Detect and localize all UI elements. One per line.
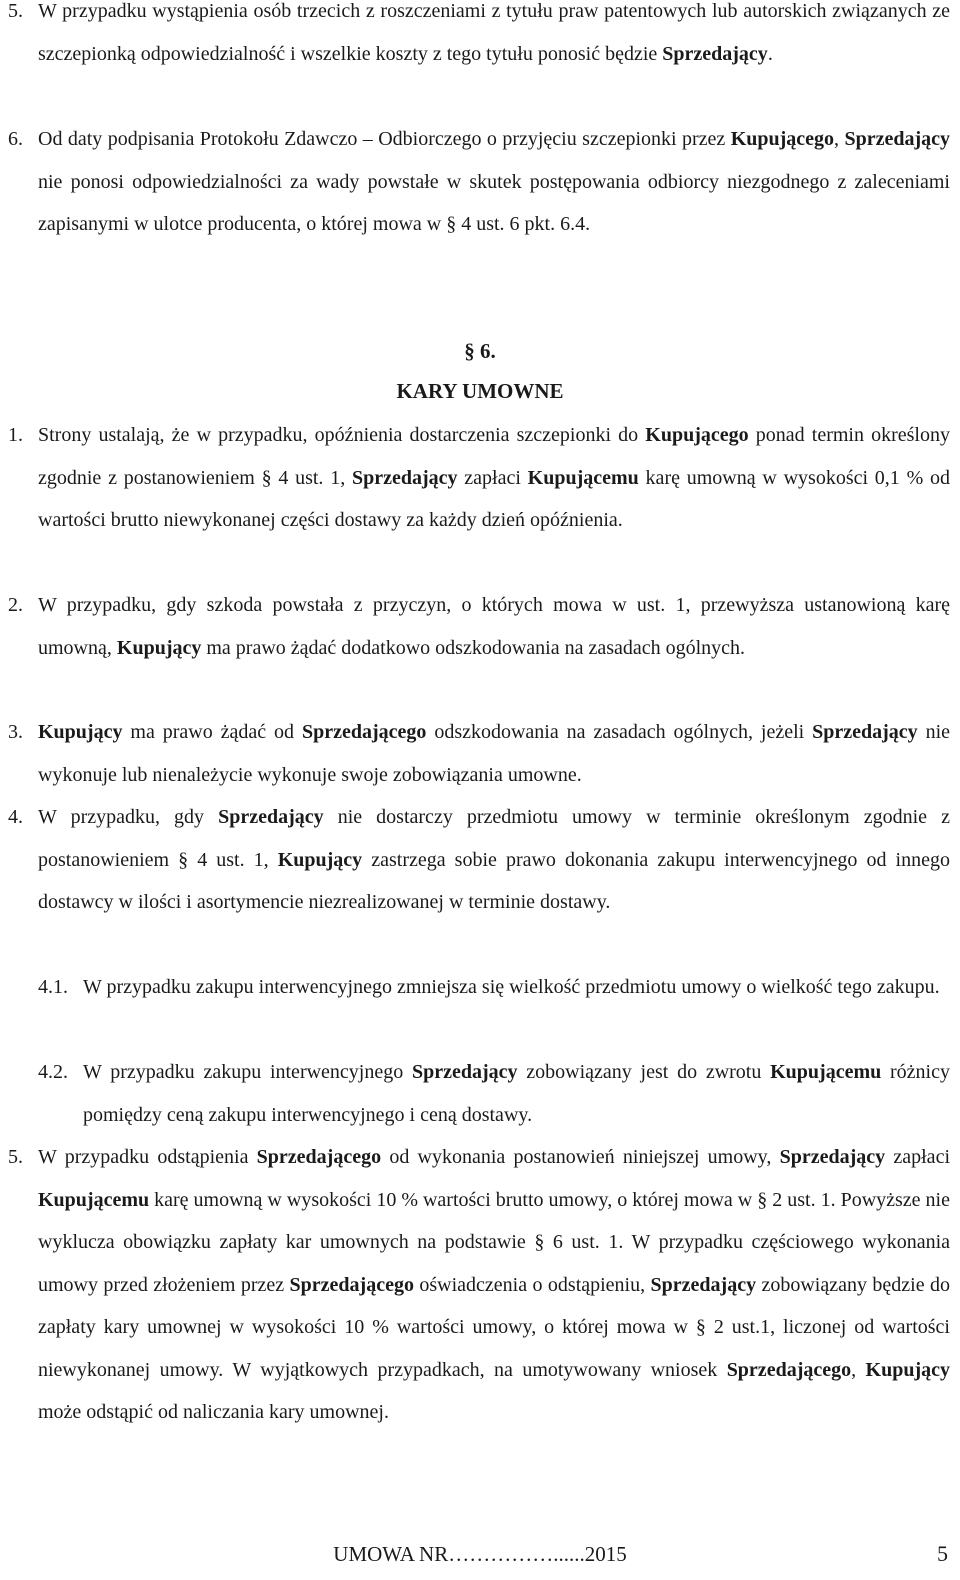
text-segment: oświadczenia o odstąpieniu, [413, 1273, 651, 1296]
text-segment-bold: Kupującemu [770, 1061, 882, 1083]
item-number: 4.1. [38, 976, 68, 998]
text-segment-bold: Sprzedający [218, 806, 324, 828]
text-segment-bold: Kupujący [277, 848, 363, 871]
text-segment-bold: Sprzedający [662, 42, 768, 65]
item-text [38, 584, 950, 669]
text-segment: W przypadku, gdy [38, 806, 219, 828]
text-segment: Od daty podpisania Protokołu Zdawczo – Odbiorczego o przyjęciu szczepionki przez [38, 128, 731, 150]
text-segment: W przypadku zakupu interwencyjnego [83, 1061, 412, 1083]
item-number: 5. [8, 1146, 23, 1168]
text-segment: W przypadku zakupu interwencyjnego zmniejsza się wielkość przedmiotu umowy o wielkość tego zakupu. [83, 976, 940, 998]
item-text [83, 966, 950, 1009]
text-segment: ponad termin określony zgodnie z postanowieniem § 4 ust. 1, [38, 424, 950, 489]
text-segment-bold: Kupującemu [38, 1188, 150, 1211]
text-segment: W przypadku odstąpienia [38, 1146, 257, 1168]
text-segment-bold: Kupującego [645, 424, 749, 446]
text-segment-bold: Sprzedający [351, 466, 458, 489]
text-segment-bold: Sprzedający [844, 128, 951, 150]
text-segment-bold: Kupujący [865, 1358, 950, 1381]
section-number: § 6. [464, 339, 496, 363]
item-text [38, 414, 950, 542]
text-segment-bold: Sprzedający [411, 1061, 518, 1083]
item-text [83, 1051, 950, 1136]
text-segment: , [834, 128, 845, 150]
text-segment: . [767, 42, 773, 65]
text-segment-bold: Sprzedającego [301, 721, 427, 743]
text-segment: zapłaci [457, 466, 528, 489]
item-text [38, 0, 950, 75]
item-number: 2. [8, 594, 23, 616]
text-segment: Strony ustalają, że w przypadku, opóźnienia dostarczenia szczepionki do [38, 424, 646, 446]
text-segment: ma prawo żądać dodatkowo odszkodowania na zasadach ogólnych. [201, 636, 746, 659]
item-text [38, 711, 950, 796]
footer-contract-number: UMOWA NR……………......2015 [333, 1542, 627, 1566]
text-segment: karę umowną w wysokości 0,1 % od wartości brutto niewykonanej części dostawy za każdy dzień opóźnienia. [38, 466, 950, 531]
item-number: 5. [8, 0, 23, 22]
text-segment: karę umowną w wysokości 10 % wartości brutto umowy, o której mowa w § 2 ust. 1. Powyższe nie wyklucza obowiązku zapłaty kar umownych na podstawie § 6 ust. 1. W przypadku częściowego wykonania umowy przed złożeniem przez [38, 1188, 950, 1296]
text-segment-bold: Sprzedający [650, 1273, 757, 1296]
text-segment: W przypadku wystąpienia osób trzecich z roszczeniami z tytułu praw patentowych lub autorskich związanych ze szczepionką odpowiedzialność i wszelkie koszty z tego tytułu ponosić będzie [38, 0, 950, 65]
text-segment: zobowiązany jest do zwrotu [517, 1061, 771, 1083]
text-segment-bold: Kupujący [116, 636, 202, 659]
text-segment-bold: Sprzedającego [726, 1358, 852, 1381]
text-segment: , [851, 1358, 866, 1381]
text-segment: zastrzega sobie prawo dokonania zakupu interwencyjnego od innego dostawcy w ilości i asortymencie niezrealizowanej w terminie dostawy. [38, 848, 950, 913]
text-segment: zobowiązany będzie do zapłaty kary umownej w wysokości 10 % wartości umowy, o której mowa w § 2 ust.1, liczonej od wartości niewykonanej umowy. W wyjątkowych przypadkach, na umotywowany wniosek [38, 1273, 951, 1381]
text-segment-bold: Sprzedającego [289, 1273, 414, 1296]
item-number: 6. [8, 128, 23, 150]
item-text [38, 118, 950, 246]
text-segment-bold: Sprzedającego [256, 1146, 382, 1168]
text-segment: nie ponosi odpowiedzialności za wady powstałe w skutek postępowania odbiorcy niezgodnego z zaleceniami zapisanymi w ulotce producenta, o której mowa w § 4 ust. 6 pkt. 6.4. [38, 170, 950, 235]
text-segment-bold: Kupującemu [527, 466, 639, 489]
item-number: 3. [8, 721, 23, 743]
text-segment: może odstąpić od naliczania kary umownej. [38, 1401, 389, 1423]
item-number: 4. [8, 806, 23, 828]
text-segment: różnicy pomiędzy ceną zakupu interwencyjnego i ceną dostawy. [83, 1061, 950, 1126]
text-segment: od wykonania postanowień niniejszej umowy, [381, 1146, 780, 1168]
text-segment-bold: Sprzedający [812, 721, 918, 743]
item-number: 1. [8, 424, 23, 446]
text-segment: odszkodowania na zasadach ogólnych, jeżeli [426, 721, 813, 743]
text-segment: W przypadku, gdy szkoda powstała z przyczyn, o których mowa w ust. 1, przewyższa ustanowioną karę umowną, [38, 594, 950, 659]
item-text [38, 1136, 950, 1434]
text-segment: ma prawo żądać od [122, 721, 302, 743]
page-number: 5 [937, 1541, 948, 1566]
text-segment-bold: Kupującego [730, 128, 835, 150]
section-title: KARY UMOWNE [396, 379, 564, 403]
text-segment-bold: Sprzedający [779, 1146, 886, 1168]
text-segment-bold: Kupujący [38, 721, 123, 743]
item-number: 4.2. [38, 1061, 68, 1083]
text-segment: zapłaci [885, 1146, 950, 1168]
text-segment: nie dostarczy przedmiotu umowy w terminie określonym zgodnie z postanowieniem § 4 ust. 1, [38, 806, 950, 871]
text-segment: nie wykonuje lub nienależycie wykonuje swoje zobowiązania umowne. [38, 721, 951, 786]
item-text [38, 796, 950, 924]
